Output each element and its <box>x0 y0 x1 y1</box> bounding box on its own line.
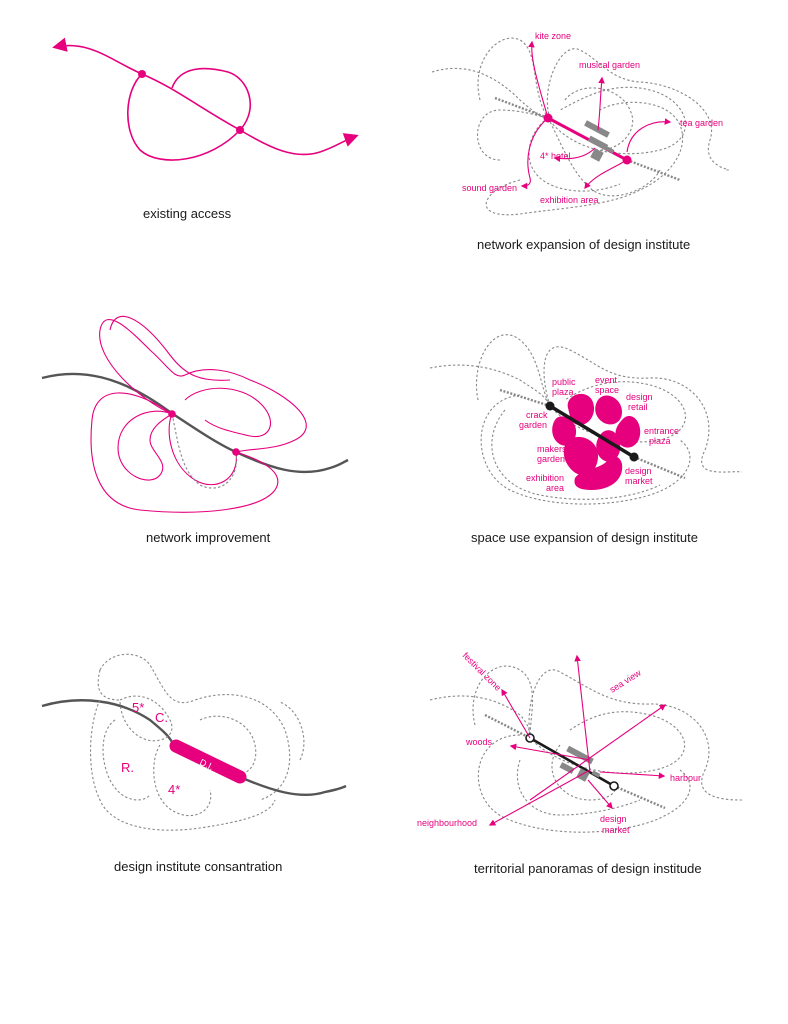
label-di: D.I. <box>198 756 216 772</box>
arrow-exhibition-area <box>585 160 627 188</box>
main-road-east <box>240 777 346 795</box>
label-event: event <box>595 375 618 385</box>
contour-outer <box>100 654 290 800</box>
label-plaza: plaza <box>552 387 574 397</box>
improve-node-1 <box>168 410 176 418</box>
label-4-hotel: 4* hotel <box>540 151 571 161</box>
panel-network-expansion <box>432 31 728 252</box>
label-entrance: entrance <box>644 426 680 436</box>
label-market: market <box>602 825 630 835</box>
loop-far-north <box>110 316 230 380</box>
panel-design-institute-concentration <box>42 654 346 874</box>
contour-4 <box>517 760 640 815</box>
label-kite-zone: kite zone <box>535 31 572 41</box>
label-musical-garden: musical garden <box>579 60 641 70</box>
label-crack: crack <box>526 410 548 420</box>
building-1 <box>584 120 610 138</box>
contour-7 <box>98 670 120 700</box>
label-neighbourhood: neighbourhood <box>417 818 478 828</box>
design-institute-axis <box>530 738 614 786</box>
panel-existing-access <box>55 46 356 221</box>
label-design: design <box>626 392 653 402</box>
blob-event-space <box>595 396 622 425</box>
access-node-1 <box>138 70 146 78</box>
access-loop <box>128 69 250 160</box>
label-r: R. <box>121 760 134 775</box>
label-public: public <box>552 377 576 387</box>
caption-existing-access: existing access <box>143 206 232 221</box>
axis-node-east <box>610 782 618 790</box>
access-node-2 <box>236 126 244 134</box>
label-4-star: 4* <box>168 782 181 797</box>
axis-node-east <box>630 453 639 462</box>
contour-8 <box>280 702 304 760</box>
label-makers-garden: garden <box>537 454 566 464</box>
road-east <box>614 786 665 808</box>
panel-territorial-panoramas <box>417 650 742 876</box>
road-west <box>500 390 550 406</box>
label-design-market-2: market <box>625 476 653 486</box>
loop-inner <box>118 411 172 480</box>
contour-3 <box>478 735 690 832</box>
contour-2 <box>91 700 275 830</box>
label-exhibition-area: exhibition area <box>540 195 599 205</box>
arrow-musical-garden <box>598 78 602 130</box>
label-festival-zone: festival zone <box>460 650 504 693</box>
label-sea-view: sea view <box>607 667 643 695</box>
caption-space-use-expansion: space use expansion of design institute <box>471 530 698 545</box>
caption-network-expansion: network expansion of design institute <box>477 237 691 252</box>
label-space: space <box>595 385 620 395</box>
label-retail: retail <box>628 402 648 412</box>
arrow-tea-garden <box>627 122 670 152</box>
label-exhibition: exhibition <box>526 473 565 483</box>
caption-territorial-panoramas: territorial panoramas of design institude <box>474 861 702 876</box>
access-route <box>55 46 356 155</box>
label-harbour: harbour <box>670 773 702 783</box>
label-design-market-1: design <box>625 466 652 476</box>
arrow-festival-zone <box>502 690 530 738</box>
label-sound-garden: sound garden <box>462 183 518 193</box>
loop-south <box>91 393 278 512</box>
panel-space-use-expansion <box>430 335 742 545</box>
label-makers: makers <box>537 444 567 454</box>
loop-west-inner <box>169 414 236 485</box>
arrow-neighbourhood <box>490 770 590 825</box>
building-2 <box>588 136 608 151</box>
caption-network-improvement: network improvement <box>146 530 271 545</box>
main-road <box>42 700 172 742</box>
caption-design-institute-concentration: design institute consantration <box>114 859 283 874</box>
label-woods: woods <box>466 737 493 747</box>
label-5-star: 5* <box>132 700 145 715</box>
dashed-inner-path <box>172 414 237 488</box>
label-area: area <box>546 483 565 493</box>
panel-network-improvement <box>42 316 348 545</box>
road-east <box>627 160 680 180</box>
main-road <box>42 374 348 472</box>
arrow-kite-zone <box>532 42 548 118</box>
label-entrance-plaza: plaza <box>649 436 671 446</box>
label-tea-garden: tea garden <box>680 118 724 128</box>
label-c: C. <box>155 710 168 725</box>
improve-node-2 <box>232 448 240 456</box>
label-design: design <box>600 814 627 824</box>
label-crack-garden: garden <box>519 420 548 430</box>
